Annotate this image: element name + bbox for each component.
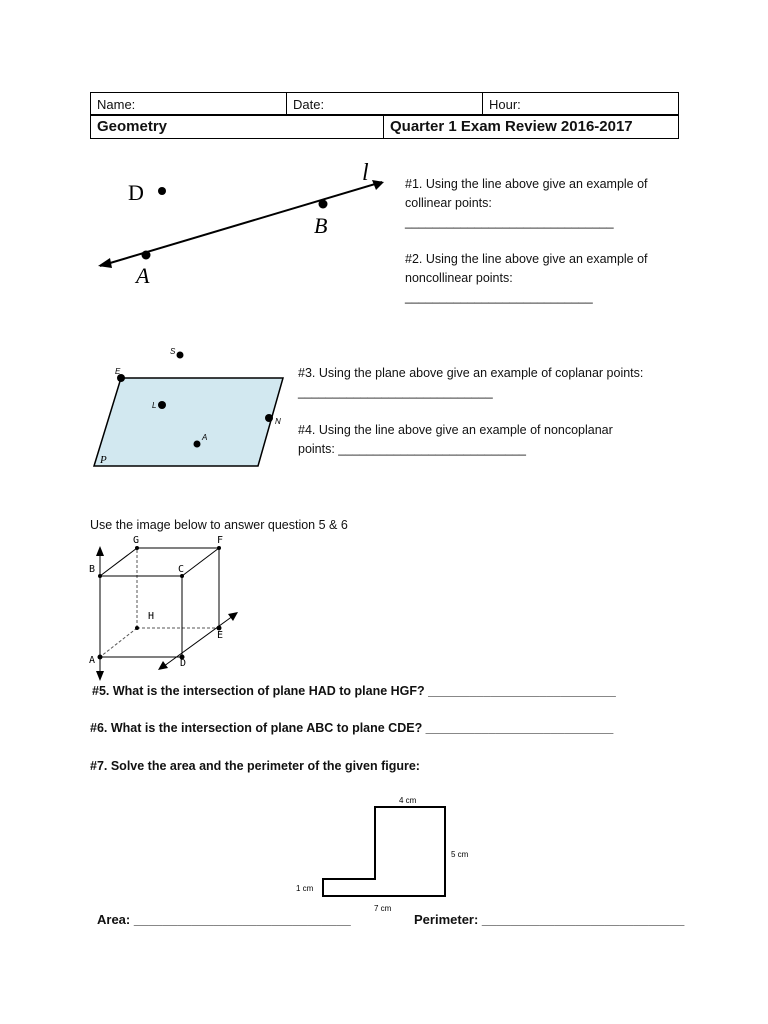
question-4-text: #4. Using the line above give an example of noncoplanar: [298, 423, 613, 437]
point-d-label: D: [128, 180, 144, 205]
exam-title: Quarter 1 Exam Review 2016-2017: [384, 115, 679, 139]
question-2-blank[interactable]: ___________________________: [405, 290, 593, 304]
point-a-dot: [142, 251, 151, 260]
edge-ha: [100, 628, 137, 657]
point-f-dot: [217, 546, 221, 550]
question-4-blank[interactable]: points: ___________________________: [298, 442, 527, 456]
question-1-text: #1. Using the line above give an example of collinear points:: [405, 177, 648, 210]
point-a-label: A: [136, 263, 150, 288]
line-l-label: l: [362, 160, 369, 186]
cube-intro: Use the image below to answer question 5 & 6: [90, 518, 348, 532]
point-h-label: H: [148, 611, 155, 622]
name-label: Name:: [91, 93, 287, 116]
question-3-blank[interactable]: ____________________________: [298, 385, 493, 399]
arrow-up-right-icon: [228, 612, 238, 621]
point-a-label: A: [89, 655, 96, 666]
question-1-blank[interactable]: ______________________________: [405, 215, 614, 229]
question-2: [405, 250, 685, 307]
edge-bg: [100, 548, 137, 576]
point-f-label: F: [217, 535, 224, 546]
point-l-dot: [158, 401, 166, 409]
line-figure: [90, 158, 390, 288]
title-table: [90, 114, 679, 139]
course-title: Geometry: [91, 115, 384, 139]
perimeter-answer[interactable]: Perimeter: ____________________________: [414, 912, 685, 927]
cube-figure: [86, 532, 246, 682]
date-label: Date:: [287, 93, 483, 116]
arrow-left-icon: [98, 258, 112, 268]
question-2-text: #2. Using the line above give an example of noncollinear points:: [405, 252, 648, 285]
question-3: [298, 364, 688, 402]
l-shape: [323, 807, 445, 896]
dim-left-label: 1 cm: [296, 884, 314, 893]
hour-label: Hour:: [483, 93, 679, 116]
point-e-label: E: [115, 367, 121, 376]
arrow-down-icon: [96, 671, 104, 681]
point-n-label: N: [275, 417, 281, 426]
point-g-label: G: [133, 535, 140, 546]
dim-right-label: 5 cm: [451, 850, 469, 859]
area-answer[interactable]: Area: ______________________________: [97, 912, 351, 927]
point-a-dot: [194, 441, 201, 448]
point-h-dot: [135, 626, 139, 630]
point-b-dot: [98, 574, 102, 578]
arrow-down-left-icon: [158, 661, 168, 670]
question-6: #6. What is the intersection of plane ABC to plane CDE? ___________________________: [90, 721, 614, 735]
plane-p-label: P: [100, 454, 107, 466]
header-table: [90, 92, 679, 116]
point-a-label: A: [202, 433, 208, 442]
l-shape-figure: [290, 790, 490, 918]
question-4: [298, 421, 688, 459]
point-d-label: D: [180, 658, 187, 669]
point-n-dot: [265, 414, 273, 422]
edge-cf: [182, 548, 219, 576]
point-l-label: L: [152, 401, 157, 410]
question-7: #7. Solve the area and the perimeter of the given figure:: [90, 759, 420, 773]
line-de: [160, 613, 237, 669]
point-c-label: C: [178, 564, 185, 575]
plane-p: [94, 378, 283, 466]
arrow-up-icon: [96, 546, 104, 556]
question-1: [405, 175, 685, 232]
plane-figure: [88, 342, 293, 472]
point-b-dot: [319, 200, 328, 209]
point-s-label: S: [170, 347, 176, 356]
point-d-dot: [158, 187, 166, 195]
dim-top-label: 4 cm: [399, 796, 417, 805]
question-3-text: #3. Using the plane above give an example of coplanar points:: [298, 366, 644, 380]
point-a-dot: [98, 655, 103, 660]
dim-bottom-label: 7 cm: [374, 904, 392, 913]
point-s-dot: [177, 352, 184, 359]
point-e-label: E: [217, 630, 224, 641]
point-b-label: B: [314, 213, 328, 238]
question-5: #5. What is the intersection of plane HAD to plane HGF? ___________________________: [92, 684, 616, 698]
point-b-label: B: [89, 564, 96, 575]
point-g-dot: [135, 546, 139, 550]
